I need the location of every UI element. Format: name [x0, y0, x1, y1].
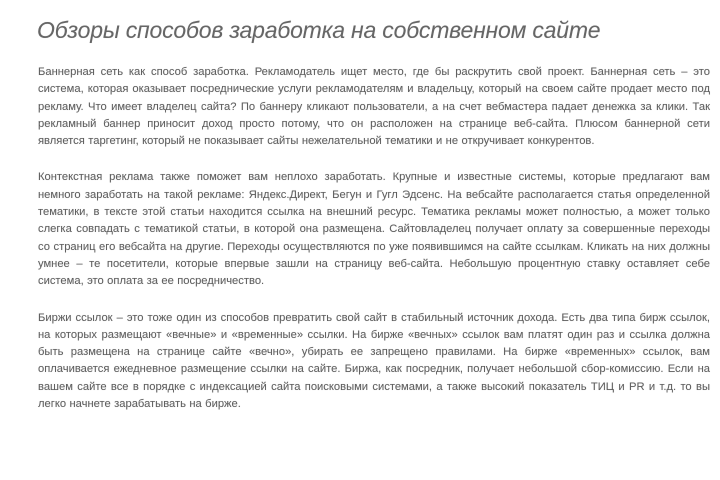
paragraph-link-exchanges: Биржи ссылок – это тоже один из способов превратить свой сайт в стабильный источник дохода. Есть два типа бирж ссылок, на которых размещают «вечные» и «временные» ссылки. На бирже «вечных» ссылок вам платят один раз и ссылка должна быть размещена на странице сайте «вечно», убирать ее запрещено правилами. На бирже «временных» ссылок, вам оплачивается ежедневное размещение ссылки на сайте. Биржа, как посредник, получает небольшой сбор-комиссию. Если на вашем сайте все в порядке с индексацией сайта поисковыми системами, а также высокий показатель ТИЦ и PR и т.д. то вы легко начнете зарабатывать на бирже. — [38, 311, 710, 411]
article-body — [38, 64, 710, 413]
paragraph-context-advertising: Контекстная реклама также поможет вам неплохо заработать. Крупные и известные системы, которые предлагают вам немного заработать на такой рекламе: Яндекс.Директ, Бегун и Гугл Эдсенс. На вебсайте располагается статья определенной тематики, в тексте этой статьи находится ссылка на внешний ресурс. Тематика рекламы может полностью, а может только слегка совпадать с тематикой статьи, в которой она размещена. Сайтовладелец получает оплату за совершенные переходы со страниц его вебсайта на другие. Переходы осуществляются по уже появившимся на сайте ссылкам. Кликать на них должны умнее – те посетители, которые впервые зашли на страницу веб-сайта. Небольшую процентную ставку оставляет себе система, это оплата за ее посредничество. — [38, 171, 710, 288]
article-title: Обзоры способов заработка на собственном сайте — [37, 17, 601, 43]
paragraph-banner-network: Баннерная сеть как способ заработка. Рекламодатель ищет место, где бы раскрутить свой проект. Баннерная сеть – это система, которая оказывает посреднические услуги рекламодателям и владельцу, который на своем сайте продает место под рекламу. Что имеет владелец сайта? По баннеру кликают пользователи, а на счет вебмастера падает денежка за клики. Так рекламный баннер приносит доход просто потому, что он расположен на странице веб-сайта. Плюсом баннерной сети является таргетинг, который не показывает сайты нежелательной тематики и не откручивает конкурентов. — [38, 66, 710, 148]
cropped-previous-text — [60, 0, 620, 4]
